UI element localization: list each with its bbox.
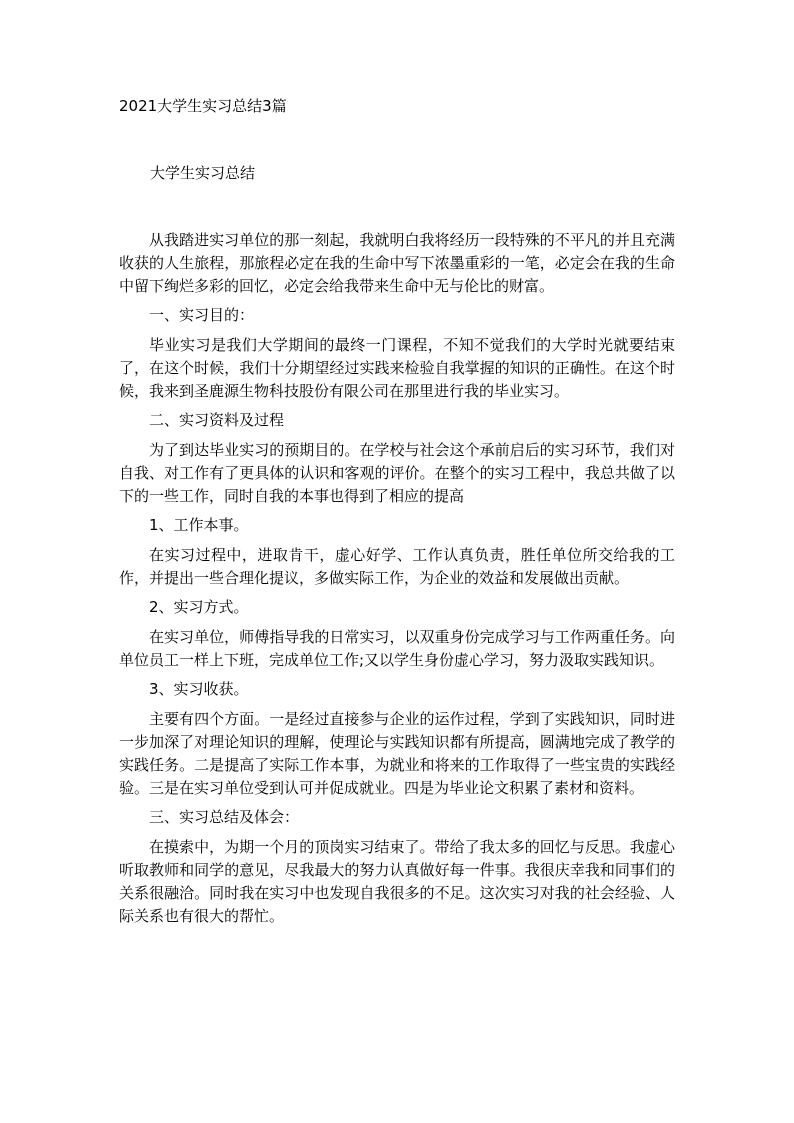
heading-work-ability: 1、工作本事。 (149, 516, 249, 534)
document-title: 2021大学生实习总结3篇 (119, 97, 287, 115)
paragraph-work-ability: 在实习过程中，进取肯干，虚心好学、工作认真负责，胜任单位所交给我的工作，并提出一些合理化提议，多做实际工作，为企业的效益和发展做出贡献。 (119, 546, 675, 587)
paragraph-intro: 从我踏进实习单位的那一刻起，我就明白我将经历一段特殊的不平凡的并且充满收获的人生旅程，那旅程必定在我的生命中写下浓墨重彩的一笔，必定会在我的生命中留下绚烂多彩的回忆，必定会给我带来生命中无与伦比的财富。 (119, 231, 675, 295)
heading-purpose: 一、实习目的： (149, 306, 255, 324)
heading-internship-gains: 3、实习收获。 (149, 680, 249, 698)
heading-summary: 三、实习总结及体会： (149, 808, 300, 826)
heading-internship-method: 2、实习方式。 (149, 598, 249, 616)
paragraph-purpose: 毕业实习是我们大学期间的最终一门课程，不知不觉我们的大学时光就要结束了，在这个时候，我们十分期望经过实践来检验自我掌握的知识的正确性。在这个时候，我来到圣鹿源生物科技股份有限公司在那里进行我的毕业实习。 (119, 336, 675, 400)
document-subtitle: 大学生实习总结 (150, 164, 256, 182)
paragraph-internship-gains: 主要有四个方面。一是经过直接参与企业的运作过程，学到了实践知识，同时进一步加深了对理论知识的理解，使理论与实践知识都有所提高，圆满地完成了教学的实践任务。二是提高了实际工作本事，为就业和将来的工作取得了一些宝贵的实践经验。三是在实习单位受到认可并促成就业。四是为毕业论文积累了素材和资料。 (119, 710, 675, 797)
paragraph-summary: 在摸索中，为期一个月的顶岗实习结束了。带给了我太多的回忆与反思。我虚心听取教师和同学的意见，尽我最大的努力认真做好每一件事。我很庆幸我和同事们的关系很融洽。同时我在实习中也发现自我很多的不足。这次实习对我的社会经验、人际关系也有很大的帮忙。 (119, 838, 675, 925)
document-body (119, 229, 675, 934)
heading-process: 二、实习资料及过程 (149, 411, 285, 429)
paragraph-internship-method: 在实习单位，师傅指导我的日常实习，以双重身份完成学习与工作两重任务。向单位员工一样上下班，完成单位工作;又以学生身份虚心学习，努力汲取实践知识。 (119, 628, 675, 669)
paragraph-process: 为了到达毕业实习的预期目的。在学校与社会这个承前启后的实习环节，我们对自我、对工作有了更具体的认识和客观的评价。在整个的实习工程中，我总共做了以下的一些工作，同时自我的本事也得到了相应的提高 (119, 441, 675, 505)
